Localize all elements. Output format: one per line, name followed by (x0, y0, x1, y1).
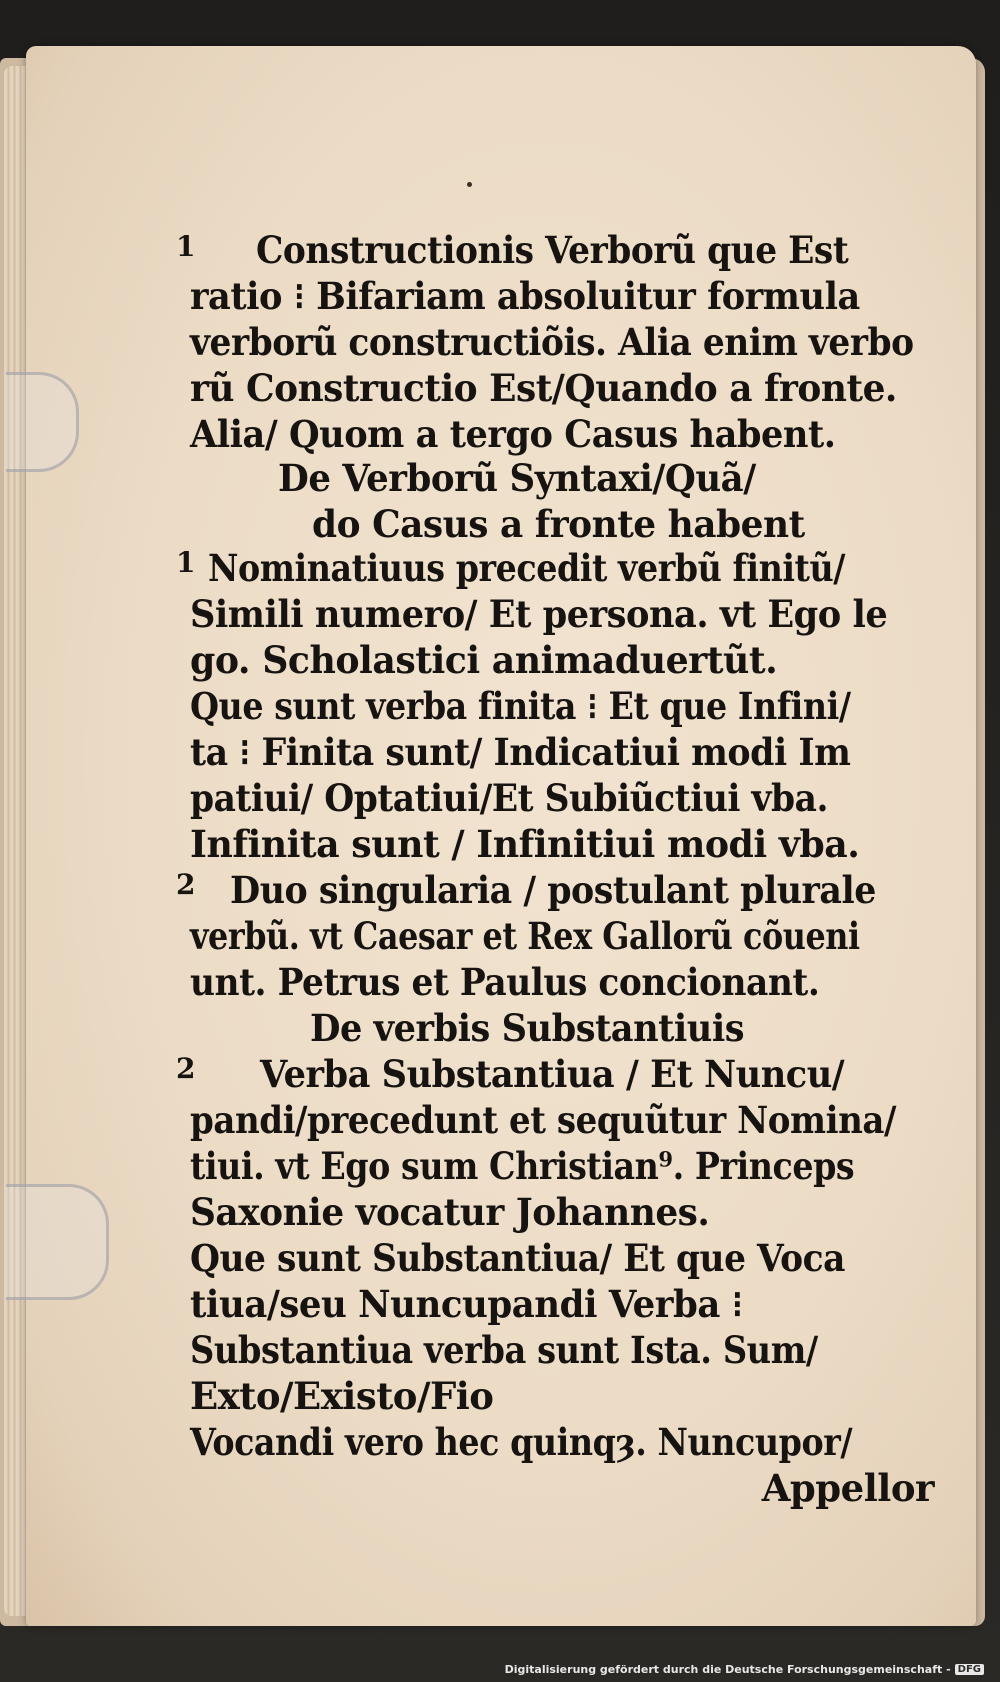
text-line: verborũ constructiõis. Alia enim verbo (190, 320, 914, 364)
text-line: Duo singularia / postulant plurale (230, 868, 876, 912)
text-line: Saxonie vocatur Johannes. (190, 1190, 710, 1234)
text-line: rũ Constructio Est/Quando a fronte. (190, 366, 897, 410)
text-line: Vocandi vero hec quinqȝ. Nuncupor/ (190, 1420, 853, 1464)
text-line: Nominatiuus precedit verbũ finitũ/ (208, 546, 845, 590)
text-line: Infinita sunt / Infinitiui modi vba. (190, 822, 860, 866)
section-marker: 2 (176, 868, 195, 901)
text-line: unt. Petrus et Paulus concionant. (190, 960, 820, 1004)
digitization-credit (505, 1663, 984, 1676)
section-marker: 1 (176, 546, 195, 579)
catchword: Appellor (761, 1466, 934, 1510)
page-clip-top (6, 372, 79, 472)
heading-line: De verbis Substantiuis (310, 1006, 745, 1050)
heading-line: do Casus a fronte habent (312, 502, 805, 546)
text-line: Verba Substantiua / Et Nuncu/ (260, 1052, 845, 1096)
text-line: ta ⁝ Finita sunt/ Indicatiui modi Im (190, 730, 851, 774)
ink-spot (467, 182, 472, 187)
text-line: Constructionis Verborũ que Est (256, 228, 849, 272)
text-line: Alia/ Quom a tergo Casus habent. (190, 412, 836, 456)
text-line: tiua/seu Nuncupandi Verba ⁝ (190, 1282, 743, 1326)
text-line: Que sunt Substantiua/ Et que Voca (190, 1236, 845, 1280)
text-line: Exto/Existo/Fio (190, 1374, 494, 1418)
text-line: pandi/precedunt et sequũtur Nomina/ (190, 1098, 896, 1142)
credit-text: Digitalisierung gefördert durch die Deutsche Forschungsgemeinschaft - (504, 1663, 951, 1676)
dfg-logo: DFG (955, 1664, 984, 1675)
heading-line: De Verborũ Syntaxi/Quã/ (278, 456, 756, 500)
text-line: Simili numero/ Et persona. vt Ego le (190, 592, 888, 636)
section-marker: 1 (176, 230, 195, 263)
section-marker: 2 (176, 1052, 195, 1085)
text-line: Que sunt verba finita ⁝ Et que Infini/ (190, 684, 851, 728)
text-line: tiui. vt Ego sum Christian⁹. Princeps (190, 1144, 855, 1188)
text-line: verbũ. vt Caesar et Rex Gallorũ cõueni (190, 914, 860, 958)
text-line: patiui/ Optatiui/Et Subiũctiui vba. (190, 776, 828, 820)
text-line: Substantiua verba sunt Ista. Sum/ (190, 1328, 818, 1372)
page-clip-bottom (6, 1184, 109, 1300)
text-line: ratio ⁝ Bifariam absoluitur formula (190, 274, 860, 318)
text-line: go. Scholastici animaduertũt. (190, 638, 778, 682)
